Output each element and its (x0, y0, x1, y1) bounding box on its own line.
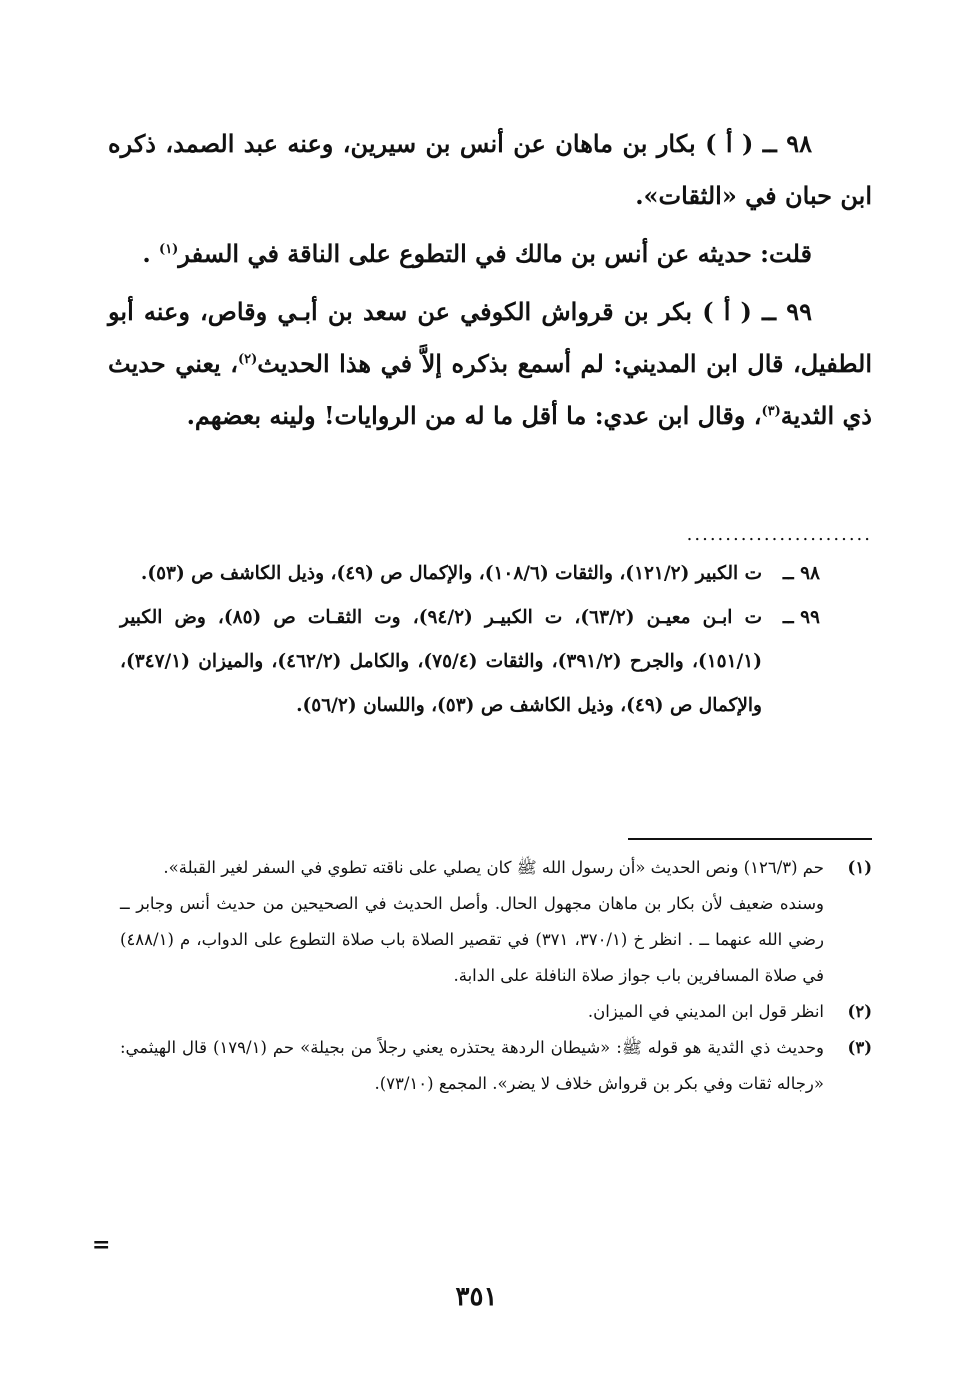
dotted-separator: ........................ (686, 524, 872, 545)
footnote-text: وحديث ذي الثدية هو قوله ﷺ: «شيطان الردهة يحتذره يعني رجلاً من بجيلة» حم (١٧٩/١) قال الهيثمي: «رجاله ثقات وفي بكر بن قرواش خلاف لا يضر». المجمع (٧٣/١٠). (120, 1038, 824, 1093)
entry-99-text-1: ٩٩ ــ ( أ ) بكر بن قرواش الكوفي عن سعد بن أبـي وقاص، وعنه أبو الطفيل، قال ابن المديني: لم أسمع بذكره إلاَّ في هذا الحديث (108, 297, 872, 378)
footnote-text: حم (١٢٦/٣) ونص الحديث «أن رسول الله ﷺ كان يصلي على ناقته تطوي في السفر لغير القبلة». (163, 858, 824, 877)
entry-99 (108, 286, 872, 442)
footnote-text: انظر قول ابن المديني في الميزان. (587, 1002, 824, 1021)
footnote-3 (120, 1030, 872, 1102)
main-text (108, 118, 872, 448)
entry-99-text-2: ، يعني حديث ذي الثدية (108, 349, 872, 430)
reference-98 (120, 552, 820, 596)
entry-98 (108, 118, 872, 222)
reference-number: ٩٨ ــ (782, 563, 820, 584)
footnote-1 (120, 850, 872, 886)
footnotes (120, 850, 872, 1102)
entry-98-note-end: . (142, 239, 160, 268)
footnote-number: (١) (847, 858, 872, 877)
footnote-ref-2: (٢) (238, 352, 258, 367)
continuation-marker: = (92, 1232, 111, 1258)
reference-99 (120, 596, 820, 728)
footnote-rule (628, 838, 872, 840)
footnote-number: (٢) (847, 1002, 872, 1021)
reference-text: ت ابـن معيـن (٦٣/٢)، ت الكبيـر (٩٤/٢)، وت الثقـات ص (٨٥)، وض الكبير (١٥١/١)، والجرح (٣٩١/٢)، والثقات (٧٥/٤)، والكامل (٤٦٢/٢)، والميزان (٣٤٧/١)، والإكمال ص (٤٩)، وذيل الكاشف ص (٥٣)، واللسان (٥٦/٢). (120, 607, 762, 716)
entry-99-text-3: ، وقال ابن عدي: ما أقل ما له من الروايات! ولينه بعضهم. (186, 401, 762, 430)
footnote-1-continuation: وسنده ضعيف لأن بكار بن ماهان مجهول الحال. وأصل الحديث في الصحيحين من حديث أنس وجابر ــ رضي الله عنهما ــ . انظر خ (٣٧٠/١، ٣٧١) في تقصير الصلاة باب صلاة التطوع على الدواب، م (٤٨٨/١) في صلاة المسافرين باب جواز صلاة النافلة على الدابة. (120, 894, 825, 985)
entry-98-text: ٩٨ ــ ( أ ) بكار بن ماهان عن أنس بن سيرين، وعنه عبد الصمد، ذكره ابن حبان في «الثقات». (108, 129, 872, 210)
references (120, 552, 820, 728)
reference-number: ٩٩ ــ (782, 607, 820, 628)
footnote-2 (120, 994, 872, 1030)
page-number: ٣٥١ (455, 1282, 498, 1312)
footnote-ref-1: (١) (159, 242, 179, 257)
footnote-number: (٣) (847, 1038, 872, 1057)
footnote-ref-3: (٣) (761, 404, 781, 419)
entry-98-note (108, 228, 872, 280)
reference-text: ت الكبير (١٢١/٢)، والثقات (١٠٨/٦)، والإكمال ص (٤٩)، وذيل الكاشف ص (٥٣). (140, 563, 762, 584)
entry-98-note-text: قلت: حديثه عن أنس بن مالك في التطوع على الناقة في السفر (178, 239, 812, 268)
